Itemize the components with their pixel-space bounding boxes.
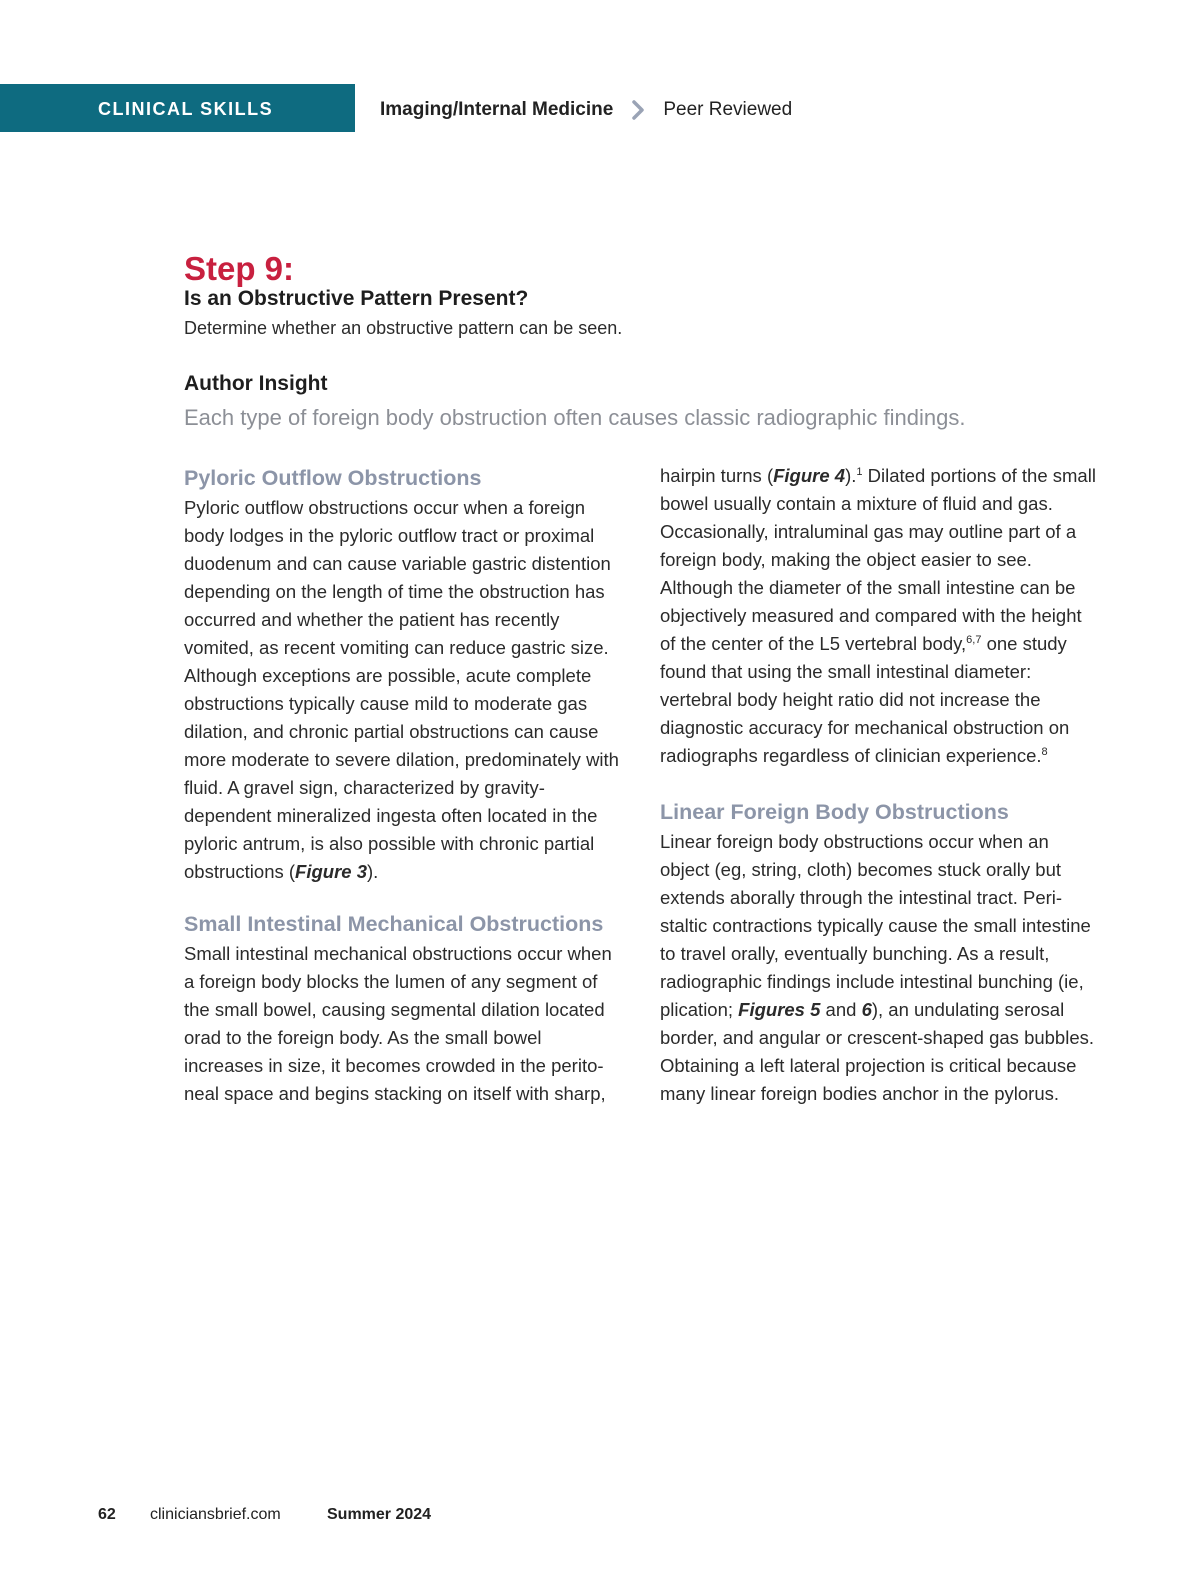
citation-ref[interactable]: 8 — [1041, 745, 1048, 758]
issue-date: Summer 2024 — [327, 1506, 432, 1523]
figure-5-reference[interactable]: Figures 5 — [738, 999, 821, 1020]
citation-ref[interactable]: 1 — [856, 465, 863, 478]
small-intestinal-heading: Small Intestinal Mechanical Obstructions — [184, 912, 604, 936]
breadcrumb-category[interactable]: Imaging/Internal Medicine — [380, 99, 614, 120]
author-insight-text: Each type of foreign body obstruction often causes classic radiographic findings. — [184, 405, 966, 430]
chevron-right-icon — [631, 99, 645, 121]
breadcrumb — [380, 99, 792, 121]
site-url[interactable]: cliniciansbrief.com — [150, 1506, 281, 1523]
small-intestinal-paragraph-continued: hairpin turns (Figure 4).$^1$ Dilated portions of the small bowel usually contain a mixture of fluid and gas. Occasionally, intraluminal gas may outline part of a foreign body, making the object easier to see. Although the diameter of the small intestine can be objectively measured and compared with the height of the center of the L5 vertebral body,$^{6,7}$ one study found that using the small intestinal diameter: vertebral body height ratio did not increase the diagnostic accuracy for mechanical obstruction on radiographs regardless of clinician experience.$^8$ — [660, 465, 1096, 766]
left-column — [184, 462, 620, 1108]
right-column — [660, 462, 1100, 1108]
page-number: 62 — [98, 1506, 116, 1523]
figure-4-reference[interactable]: Figure 4 — [773, 465, 846, 486]
pyloric-paragraph: Pyloric outflow obstructions occur when a foreign body lodges in the pyloric outflow tract or proximal duodenum and can cause variable gastric distention depending on the length of time the obstruction has occurred and whether the patient has recently vomited, as recent vomiting can reduce gastric size. Although exceptions are possible, acute complete obstructions typically cause mild to moderate gas dilation, and chronic partial obstructions can cause more moderate to severe dilation, predominately with fluid. A gravel sign, characterized by gravity-dependent mineralized ingesta often located in the pyloric antrum, is also possible with chronic partial obstructions (Figure 3). — [184, 497, 619, 882]
citation-ref[interactable]: 6,7 — [966, 633, 982, 646]
pyloric-heading: Pyloric Outflow Obstructions — [184, 466, 482, 490]
figure-3-reference[interactable]: Figure 3 — [295, 861, 368, 882]
linear-paragraph: Linear foreign body obstructions occur when an object (eg, string, cloth) becomes stuck orally but extends aborally through the intestinal tract. Peristaltic contractions typically cause the small intestine to travel orally, eventually bunching. As a result, radiographic findings include intestinal bunching (ie, plication; Figures 5 and 6), an undulating serosal border, and angular or crescent-shaped gas bubbles. Obtaining a left lateral projection is critical because many linear foreign bodies anchor in the pylorus. — [660, 831, 1095, 1104]
section-label: CLINICAL SKILLS — [98, 99, 274, 119]
linear-heading: Linear Foreign Body Obstructions — [660, 800, 1009, 824]
figure-6-reference[interactable]: 6 — [861, 999, 872, 1020]
author-insight-heading: Author Insight — [184, 372, 328, 395]
small-intestinal-paragraph: Small intestinal mechanical obstructions occur when a foreign body blocks the lumen of any segment of the small bowel, causing segmental dilation located orad to the foreign body. As the small bowel increases in size, it becomes crowded in the peritoneal space and begins stacking on itself with sharp, — [184, 943, 612, 1104]
step-title: Step 9: — [184, 250, 295, 287]
step-description: Determine whether an obstructive pattern can be seen. — [184, 318, 623, 338]
step-question: Is an Obstructive Pattern Present? — [184, 287, 529, 310]
breadcrumb-review-status: Peer Reviewed — [663, 99, 793, 120]
